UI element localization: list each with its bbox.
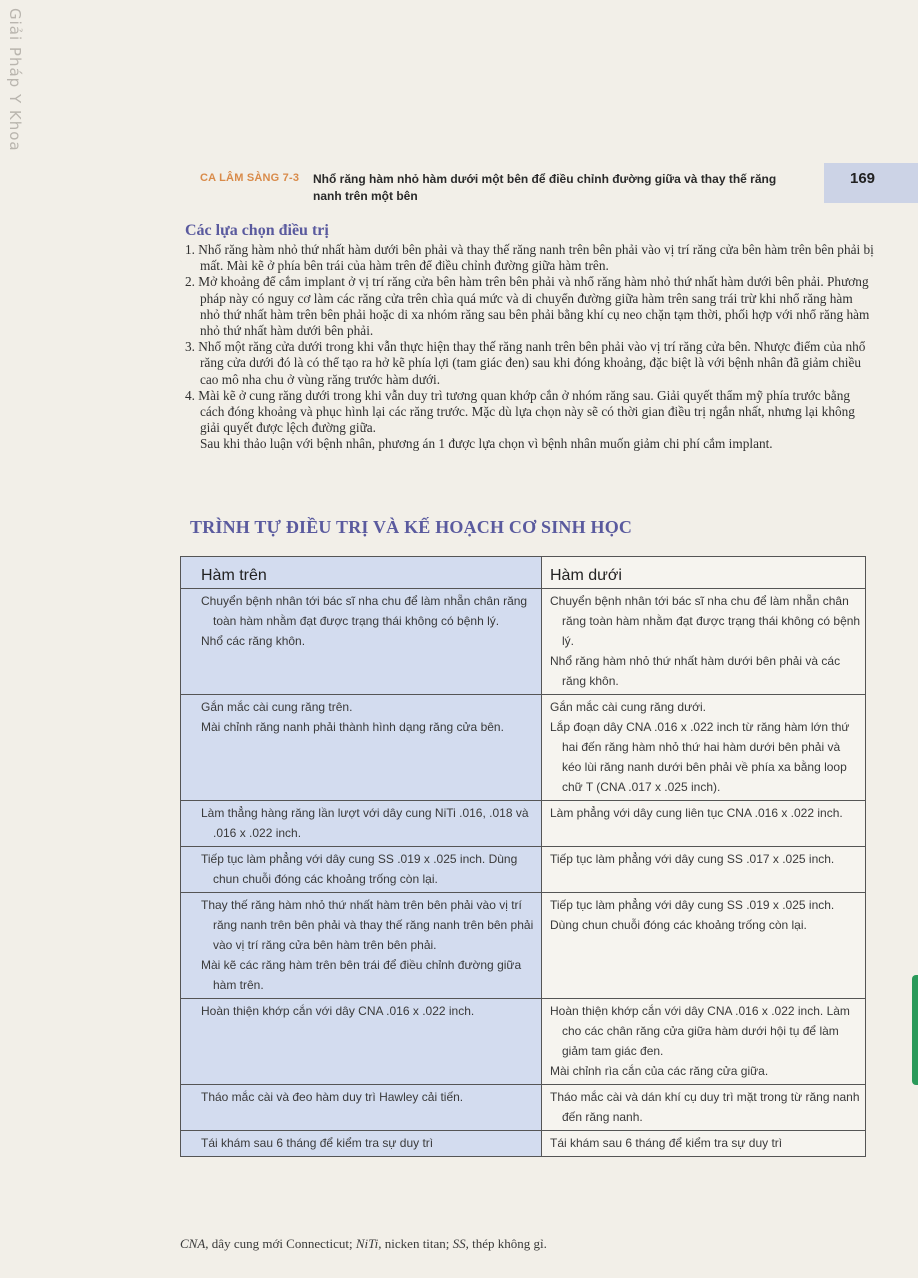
footnote-text-cna: dây cung mới Connecticut;: [208, 1236, 356, 1251]
footnote-abbr-cna: CNA,: [180, 1236, 209, 1251]
treatment-options-list: [185, 242, 875, 453]
upper-cell: [181, 801, 542, 847]
table-row: [181, 1131, 866, 1157]
lower-cell: [542, 999, 866, 1085]
cell-line: Lắp đoạn dây CNA .016 x .022 inch từ răng hàm lớn thứ hai đến răng hàm nhỏ thứ hai hàm dưới bên phải và kéo lùi răng nanh dưới bên phải về phía xa bằng loop chữ T (CNA .017 x .025 inch).: [550, 720, 850, 794]
cell-line: Tháo mắc cài và đeo hàm duy trì Hawley cải tiến.: [201, 1090, 464, 1104]
lower-cell: [542, 1131, 866, 1157]
table-row: [181, 999, 866, 1085]
option-item: 2. Mở khoảng để cắm implant ở vị trí răng cửa bên hàm trên bên phải và nhổ răng hàm nhỏ thứ nhất hàm dưới bên phải. Phương pháp này có nguy cơ làm các răng cửa trên chìa quá mức và di chuyển đường giữa hàm trên sang trái trừ khi nhổ răng hàm nhỏ thứ nhất hàm trên bên phải hoặc di xa nhóm răng sau bên phải bằng khí cụ neo chặn tạm thời, phối hợp với nhổ răng hàm nhỏ thứ nhất hàm dưới bên phải.: [185, 274, 870, 339]
cell-line: Chuyển bệnh nhân tới bác sĩ nha chu để làm nhẵn chân răng toàn hàm nhằm đạt được trạng thái không có bệnh lý.: [201, 594, 528, 628]
cell-line: Gắn mắc cài cung răng dưới.: [550, 700, 706, 714]
footnote-abbr-ss: SS,: [452, 1236, 469, 1251]
watermark: Giải Pháp Y Khoa: [6, 8, 24, 152]
treatment-options-title: Các lựa chọn điều trị: [185, 222, 329, 239]
upper-cell: [181, 847, 542, 893]
cell-line: Tiếp tục làm phẳng với dây cung SS .017 x .025 inch.: [550, 852, 835, 866]
page-number: 169: [850, 170, 876, 187]
table-header-row: [181, 557, 866, 589]
table-row: [181, 847, 866, 893]
table-footnote: [180, 1236, 547, 1252]
lower-cell: [542, 1085, 866, 1131]
lower-cell: [542, 589, 866, 695]
treatment-plan-table: [180, 556, 866, 1157]
cell-line: Chuyển bệnh nhân tới bác sĩ nha chu để làm nhẵn chân răng toàn hàm nhằm đạt được trạng thái không có bệnh lý.: [550, 594, 861, 648]
option-item: 3. Nhổ một răng cửa dưới trong khi vẫn thực hiện thay thế răng nanh trên bên phải vào vị trí răng cửa bên. Nhược điểm của nhổ răng cửa dưới đó là có thể tạo ra hở kẽ phía lợi (tam giác đen) sau khi đóng khoảng, đặc biệt là với bệnh nhân đã giảm chiều cao mô nha chu ở vùng răng trước hàm dưới.: [185, 339, 866, 387]
cell-line: Tiếp tục làm phẳng với dây cung SS .019 x .025 inch.: [550, 898, 835, 912]
conclusion-paragraph: Sau khi thảo luận với bệnh nhân, phương án 1 được lựa chọn vì bệnh nhân muốn giảm chi phí cắm implant.: [200, 436, 773, 452]
cell-line: Thay thế răng hàm nhỏ thứ nhất hàm trên bên phải vào vị trí răng nanh trên bên phải và thay thế răng nanh trên bên phải vào vị trí răng cửa bên hàm trên bên phải.: [201, 898, 534, 952]
upper-cell: [181, 695, 542, 801]
case-label: CA LÂM SÀNG 7-3: [200, 172, 300, 184]
cell-line: Hoàn thiện khớp cắn với dây CNA .016 x .022 inch.: [201, 1004, 475, 1018]
option-item: 4. Mài kẽ ở cung răng dưới trong khi vẫn duy trì tương quan khớp cắn ở nhóm răng sau. Giải quyết thẩm mỹ phía trước bằng cách đóng khoảng và phục hình lại các răng trước. Mặc dù lựa chọn này sẽ có thời gian điều trị ngắn nhất, nhưng lại không giải quyết được lệch đường giữa.: [185, 387, 855, 436]
table-row: [181, 695, 866, 801]
treatment-options-section: [185, 222, 875, 453]
cell-line: Mài kẽ các răng hàm trên bên trái để điều chỉnh đường giữa hàm trên.: [201, 958, 522, 992]
table-row: [181, 589, 866, 695]
footnote-text-ss: thép không gỉ.: [468, 1236, 547, 1251]
upper-cell: [181, 999, 542, 1085]
cell-line: Tái khám sau 6 tháng để kiểm tra sự duy trì: [201, 1136, 434, 1150]
header-lower-arch: Hàm dưới: [542, 557, 866, 589]
option-item: 1. Nhổ răng hàm nhỏ thứ nhất hàm dưới bên phải và thay thế răng nanh trên bên phải vào vị trí răng cửa bên hàm trên bên phải bị mất. Mài kẽ ở phía bên trái của hàm trên để điều chỉnh đường giữa hàm trên.: [185, 242, 874, 274]
lower-cell: [542, 695, 866, 801]
cell-line: Làm phẳng với dây cung liên tục CNA .016 x .022 inch.: [550, 806, 843, 820]
lower-cell: [542, 847, 866, 893]
cell-line: Tháo mắc cài và dán khí cụ duy trì mặt trong từ răng nanh đến răng nanh.: [550, 1090, 860, 1124]
table-row: [181, 1085, 866, 1131]
table-row: [181, 801, 866, 847]
header-upper-arch: Hàm trên: [181, 557, 542, 589]
upper-cell: [181, 893, 542, 999]
cell-line: Làm thẳng hàng răng lần lượt với dây cung NiTi .016, .018 và .016 x .022 inch.: [201, 806, 529, 840]
upper-cell: [181, 1131, 542, 1157]
cell-line: Tiếp tục làm phẳng với dây cung SS .019 x .025 inch. Dùng chun chuỗi đóng các khoảng trống còn lại.: [201, 852, 518, 886]
side-tab[interactable]: [912, 975, 918, 1085]
cell-line: Nhổ các răng khôn.: [201, 634, 306, 648]
table-row: [181, 893, 866, 999]
cell-line: Tái khám sau 6 tháng để kiểm tra sự duy trì: [550, 1136, 783, 1150]
lower-cell: [542, 801, 866, 847]
case-title: Nhổ răng hàm nhỏ hàm dưới một bên để điều chỉnh đường giữa và thay thế răng nanh trên một bên: [313, 172, 777, 203]
upper-cell: [181, 589, 542, 695]
cell-line: Dùng chun chuỗi đóng các khoảng trống còn lại.: [550, 918, 807, 932]
cell-line: Gắn mắc cài cung răng trên.: [201, 700, 353, 714]
plan-title: TRÌNH TỰ ĐIỀU TRỊ VÀ KẾ HOẠCH CƠ SINH HỌC: [190, 517, 633, 537]
cell-line: Nhổ răng hàm nhỏ thứ nhất hàm dưới bên phải và các răng khôn.: [550, 654, 841, 688]
cell-line: Hoàn thiện khớp cắn với dây CNA .016 x .022 inch. Làm cho các chân răng cửa giữa hàm dưới hội tụ để làm giảm tam giác đen.: [550, 1004, 850, 1058]
cell-line: Mài chỉnh rìa cắn của các răng cửa giữa.: [550, 1064, 769, 1078]
footnote-text-niti: nicken titan;: [381, 1236, 453, 1251]
upper-cell: [181, 1085, 542, 1131]
cell-line: Mài chỉnh răng nanh phải thành hình dạng răng cửa bên.: [201, 720, 504, 734]
lower-cell: [542, 893, 866, 999]
footnote-abbr-niti: NiTi,: [355, 1236, 382, 1251]
